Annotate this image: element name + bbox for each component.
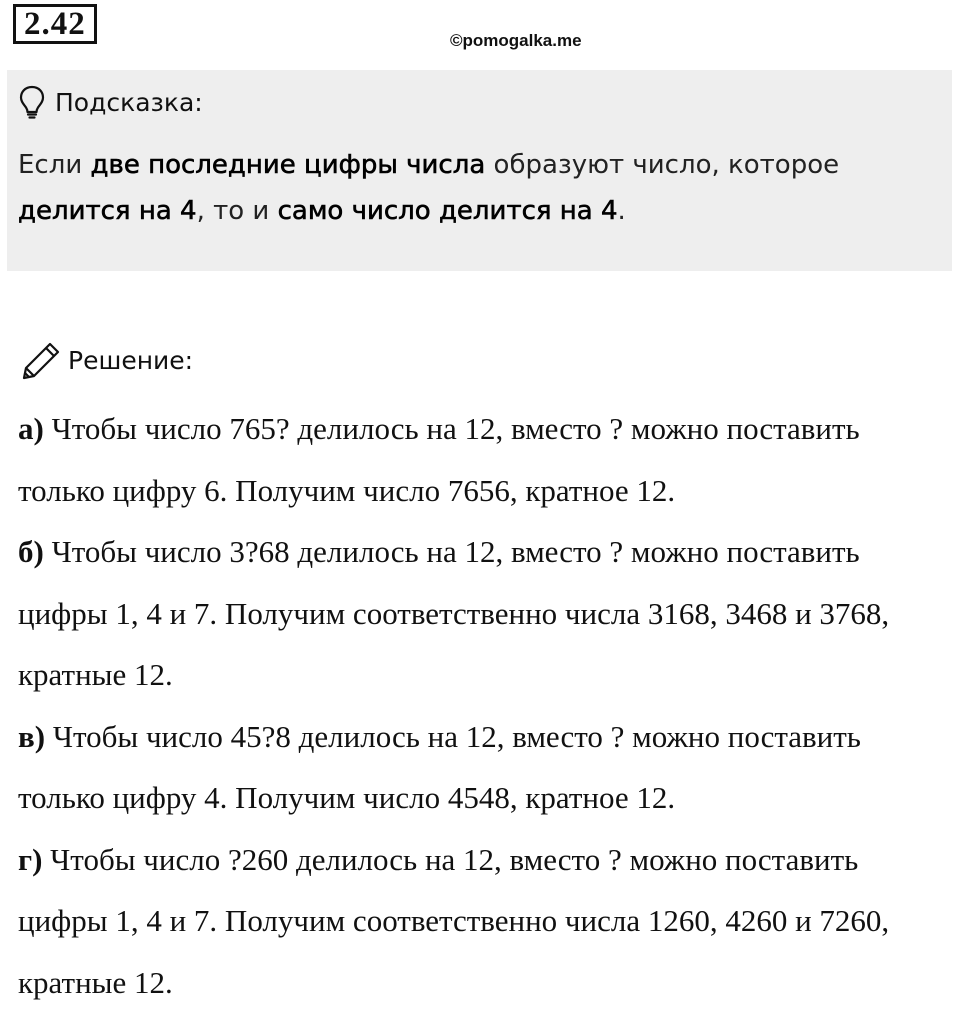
pencil-icon: [20, 340, 62, 380]
solution-item-text: Чтобы число 45?8 делилось на 12, вместо ? можно поставить только цифру 4. Получим число 4548, кратное 12.: [18, 719, 861, 816]
solution-item-text: Чтобы число 3?68 делилось на 12, вместо ? можно поставить цифры 1, 4 и 7. Получим соответственно числа 3168, 3468 и 3768, кратные 12.: [18, 534, 889, 692]
hint-title: [19, 84, 203, 120]
hint-text-part: .: [618, 196, 626, 226]
hint-text-bold: само число делится на 4: [278, 196, 618, 226]
hint-text-bold: две последние цифры числа: [91, 150, 486, 180]
solution-item-label: г): [18, 842, 42, 877]
solution-item: [18, 521, 953, 706]
solution-item: [18, 829, 953, 1013]
hint-box: [7, 70, 952, 271]
site-watermark: ©pomogalka.me: [450, 30, 582, 52]
hint-text-part: , то и: [197, 196, 278, 226]
hint-title-label: Подсказка:: [55, 88, 203, 117]
solution-title: [20, 340, 193, 380]
solution-title-label: Решение:: [68, 346, 193, 375]
solution-item-text: Чтобы число ?260 делилось на 12, вместо ? можно поставить цифры 1, 4 и 7. Получим соответственно числа 1260, 4260 и 7260, кратные 12.: [18, 842, 889, 1000]
hint-text-part: Если: [18, 150, 91, 180]
hint-text-part: образуют число, которое: [485, 150, 839, 180]
solution-item: [18, 398, 953, 521]
solution-item: [18, 706, 953, 829]
solution-item-label: а): [18, 411, 44, 446]
hint-text-bold: делится на 4: [18, 196, 197, 226]
solution-item-label: в): [18, 719, 45, 754]
task-number: 2.42: [13, 4, 97, 44]
solution-item-label: б): [18, 534, 44, 569]
solution-item-text: Чтобы число 765? делилось на 12, вместо ? можно поставить только цифру 6. Получим число 7656, кратное 12.: [18, 411, 860, 508]
hint-text: [18, 142, 938, 234]
solution-body: [18, 398, 953, 1013]
lightbulb-icon: [19, 85, 45, 119]
